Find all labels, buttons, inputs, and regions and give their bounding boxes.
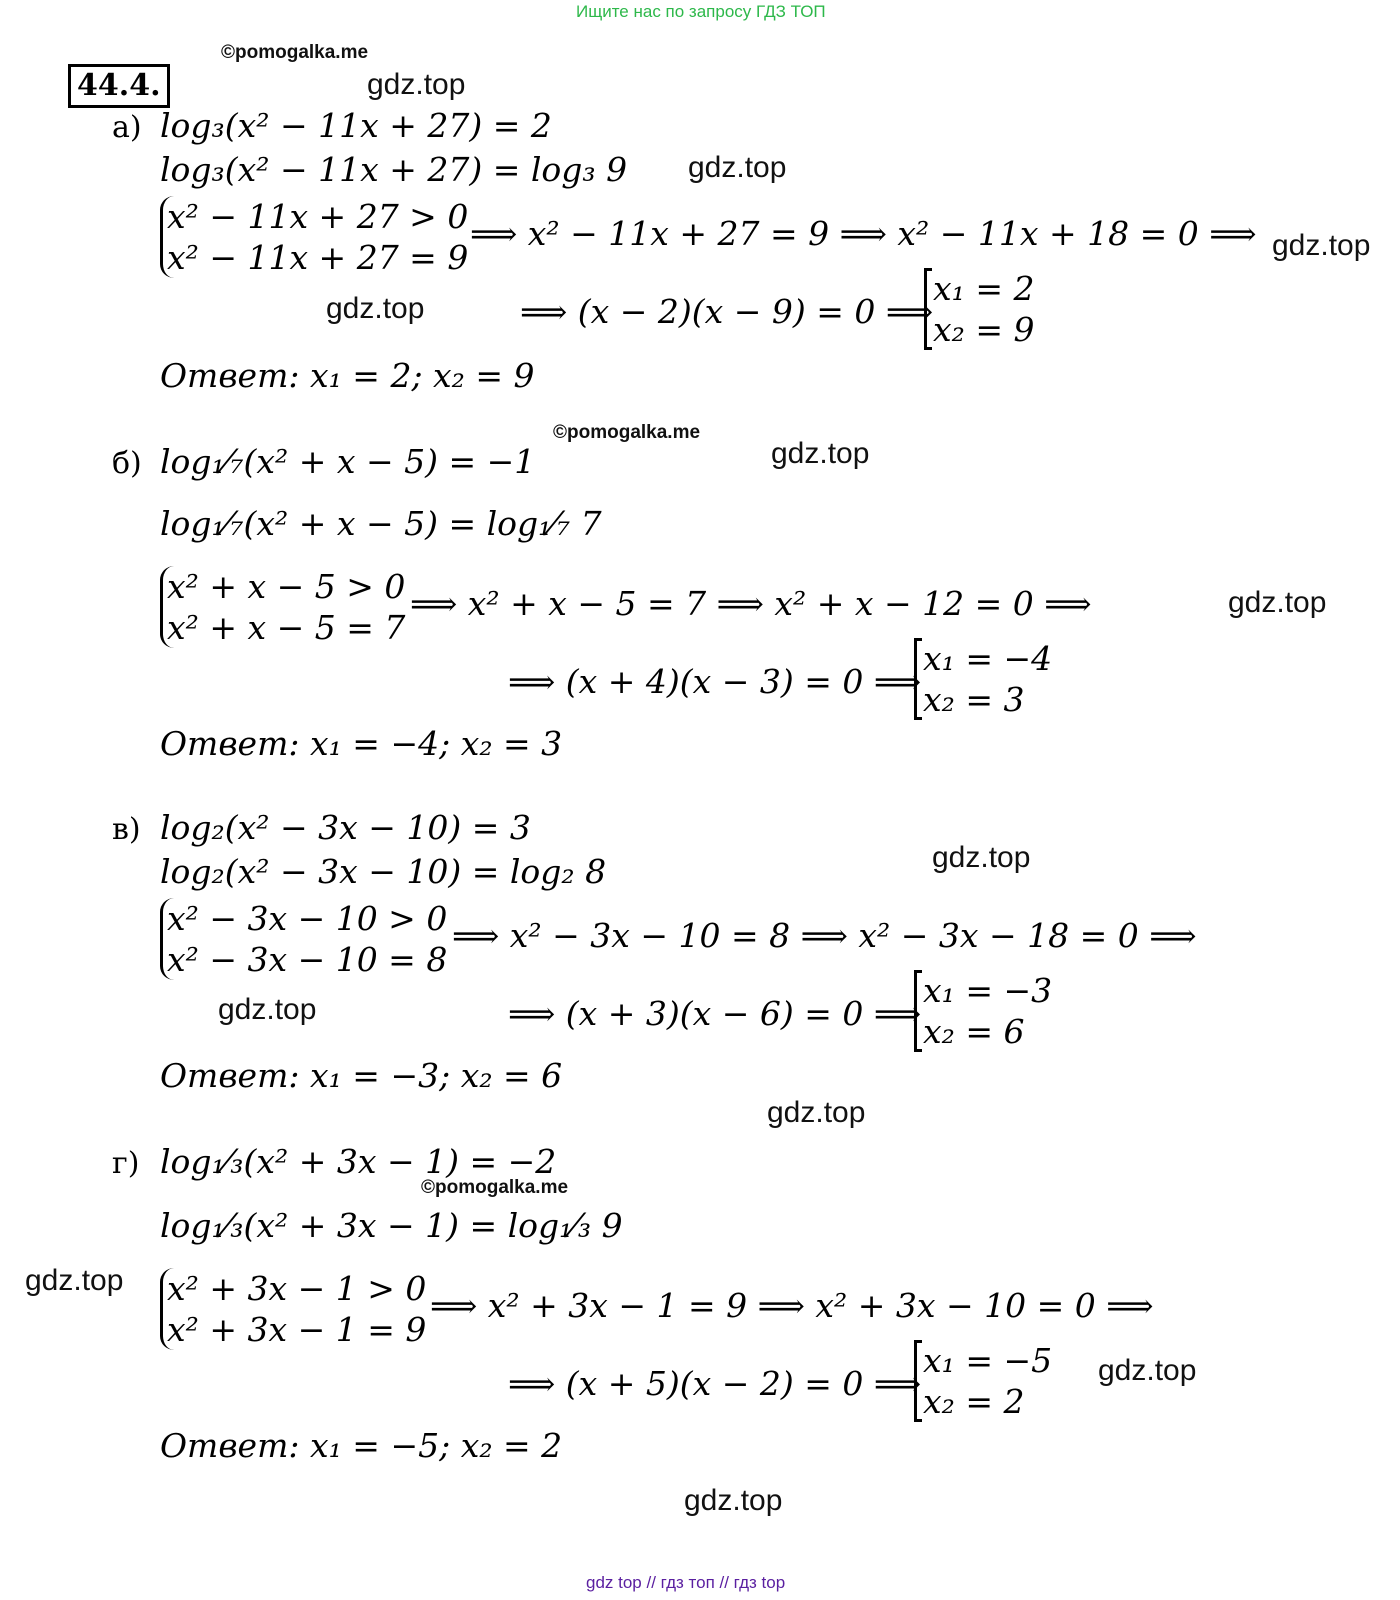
top-banner: Ищите нас по запросу ГДЗ ТОП xyxy=(576,2,826,21)
watermark-copyright: ©pomogalka.me xyxy=(221,42,369,63)
system-line: x² + x − 5 = 7 xyxy=(167,608,406,647)
answer: Ответ: x₁ = −5; x₂ = 2 xyxy=(160,1426,563,1465)
equation: log₁⁄₇(x² + x − 5) = −1 xyxy=(160,442,536,481)
watermark-gdz: gdz.top xyxy=(1098,1354,1197,1387)
equation-system xyxy=(160,196,468,278)
equation: log₂(x² − 3x − 10) = log₂ 8 xyxy=(160,852,607,891)
watermark-gdz: gdz.top xyxy=(688,151,787,184)
footer-links: gdz top // гдз топ // гдз top xyxy=(586,1573,786,1592)
factored-equation: ⟹ (x + 5)(x − 2) = 0 ⟹ xyxy=(508,1364,922,1403)
part-label: б) xyxy=(112,446,142,481)
problem-number: 44.4. xyxy=(68,64,170,108)
watermark-gdz: gdz.top xyxy=(326,292,425,325)
watermark-copyright: ©pomogalka.me xyxy=(553,422,701,443)
part-label: в) xyxy=(112,812,141,847)
equation-chain: ⟹ x² + x − 5 = 7 ⟹ x² + x − 12 = 0 ⟹ xyxy=(410,584,1092,623)
system-line: x² − 11x + 27 = 9 xyxy=(167,238,469,277)
equation-system xyxy=(160,898,447,980)
system-line: x² + 3x − 1 = 9 xyxy=(167,1310,427,1349)
factored-equation: ⟹ (x + 3)(x − 6) = 0 ⟹ xyxy=(508,994,922,1033)
root: x₁ = −3 xyxy=(923,971,1053,1010)
equation-chain: ⟹ x² − 3x − 10 = 8 ⟹ x² − 3x − 18 = 0 ⟹ xyxy=(452,916,1197,955)
root: x₂ = 6 xyxy=(923,1012,1025,1051)
equation-chain: ⟹ x² + 3x − 1 = 9 ⟹ x² + 3x − 10 = 0 ⟹ xyxy=(430,1286,1154,1325)
watermark-gdz: gdz.top xyxy=(1272,229,1371,262)
system-line: x² + 3x − 1 > 0 xyxy=(167,1269,427,1308)
root: x₂ = 3 xyxy=(923,680,1025,719)
watermark-copyright: ©pomogalka.me xyxy=(421,1177,569,1198)
factored-equation: ⟹ (x + 4)(x − 3) = 0 ⟹ xyxy=(508,662,922,701)
root: x₂ = 9 xyxy=(933,310,1035,349)
watermark-gdz: gdz.top xyxy=(1228,586,1327,619)
system-line: x² − 3x − 10 > 0 xyxy=(167,899,448,938)
equation: log₁⁄₇(x² + x − 5) = log₁⁄₇ 7 xyxy=(160,504,602,543)
roots-set xyxy=(924,268,1034,350)
roots-set xyxy=(914,638,1052,720)
root: x₁ = −5 xyxy=(923,1341,1053,1380)
equation-chain: ⟹ x² − 11x + 27 = 9 ⟹ x² − 11x + 18 = 0 ⟹ xyxy=(470,214,1257,253)
equation: log₃(x² − 11x + 27) = 2 xyxy=(160,106,552,145)
watermark-gdz: gdz.top xyxy=(218,993,317,1026)
part-label: г) xyxy=(112,1146,140,1181)
roots-set xyxy=(914,970,1052,1052)
equation: log₁⁄₃(x² + 3x − 1) = −2 xyxy=(160,1142,557,1181)
roots-set xyxy=(914,1340,1052,1422)
equation-system xyxy=(160,1268,426,1350)
root: x₁ = −4 xyxy=(923,639,1053,678)
system-line: x² − 11x + 27 > 0 xyxy=(167,197,469,236)
watermark-gdz: gdz.top xyxy=(767,1096,866,1129)
factored-equation: ⟹ (x − 2)(x − 9) = 0 ⟹ xyxy=(520,292,934,331)
equation: log₁⁄₃(x² + 3x − 1) = log₁⁄₃ 9 xyxy=(160,1206,623,1245)
equation-system xyxy=(160,566,405,648)
answer: Ответ: x₁ = 2; x₂ = 9 xyxy=(160,356,535,395)
watermark-gdz: gdz.top xyxy=(771,437,870,470)
watermark-gdz: gdz.top xyxy=(367,68,466,101)
equation: log₂(x² − 3x − 10) = 3 xyxy=(160,808,531,847)
part-label: а) xyxy=(112,110,142,145)
system-line: x² − 3x − 10 = 8 xyxy=(167,940,448,979)
answer: Ответ: x₁ = −3; x₂ = 6 xyxy=(160,1056,563,1095)
watermark-gdz: gdz.top xyxy=(25,1264,124,1297)
watermark-gdz: gdz.top xyxy=(932,841,1031,874)
root: x₂ = 2 xyxy=(923,1382,1025,1421)
watermark-gdz: gdz.top xyxy=(684,1484,783,1517)
system-line: x² + x − 5 > 0 xyxy=(167,567,406,606)
root: x₁ = 2 xyxy=(933,269,1035,308)
answer: Ответ: x₁ = −4; x₂ = 3 xyxy=(160,724,563,763)
equation: log₃(x² − 11x + 27) = log₃ 9 xyxy=(160,150,628,189)
